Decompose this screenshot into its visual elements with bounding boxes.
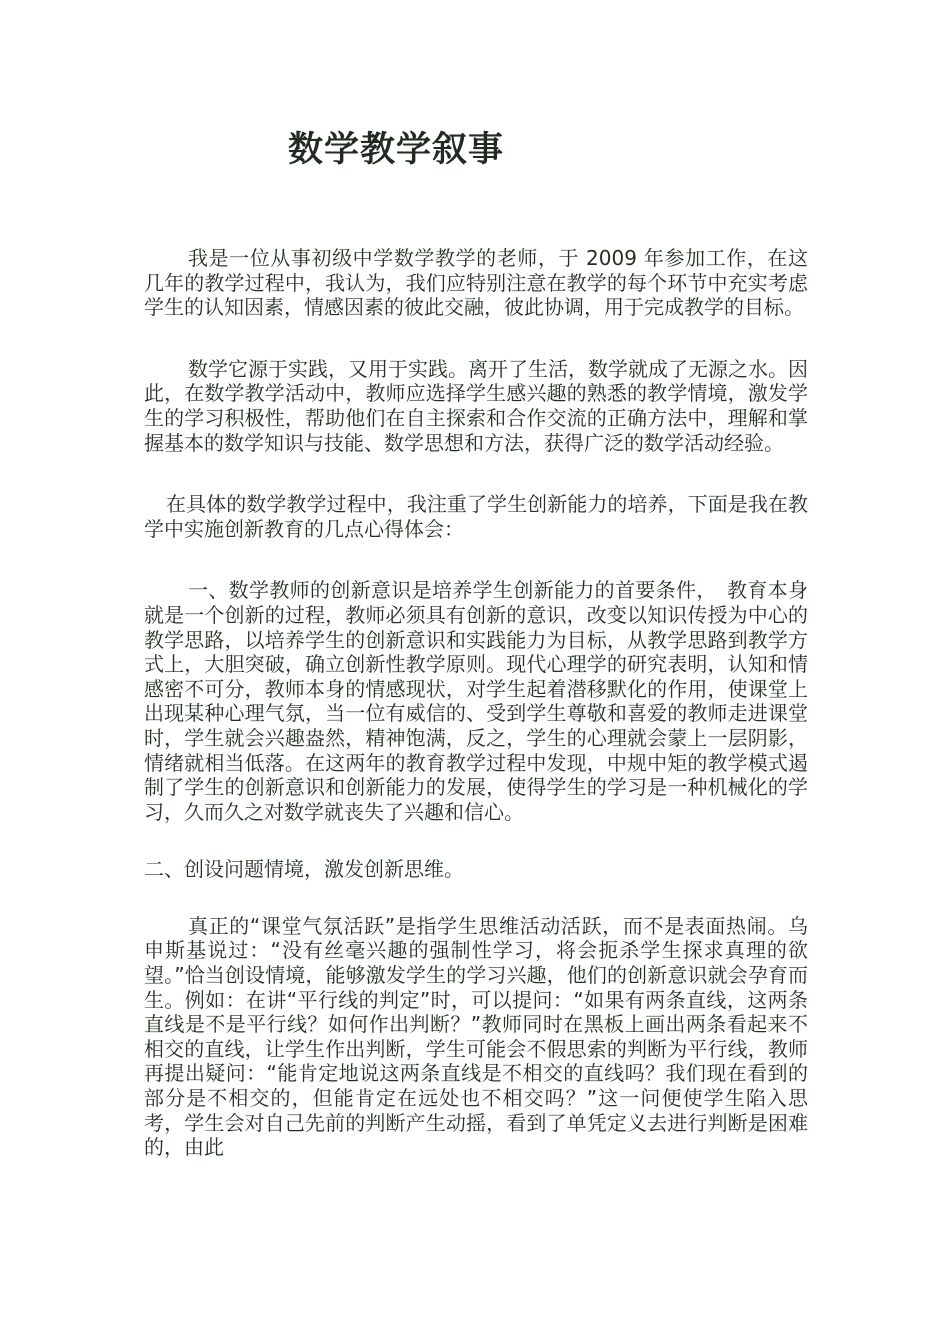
document-body — [144, 246, 808, 1160]
section-heading-two: 二、创设问题情境，激发创新思维。 — [144, 857, 464, 882]
paragraph-experience-intro: 在具体的数学教学过程中，我注重了学生创新能力的培养，下面是我在教学中实施创新教育的几点心得体会： — [144, 492, 808, 541]
document-title: 数学教学叙事 — [288, 130, 505, 170]
paragraph-intro: 我是一位从事初级中学数学教学的老师，于 2009 年参加工作，在这几年的教学过程中，我认为，我们应特别注意在教学的每个环节中充实考虑学生的认知因素，情感因素的彼此交融，彼此协调，用于完成教学的目标。 — [144, 246, 808, 320]
paragraph-point-one: 一、数学教师的创新意识是培养学生创新能力的首要条件， 教育本身就是一个创新的过程，教师必须具有创新的意识，改变以知识传授为中心的教学思路，以培养学生的创新意识和实践能力为目标，从教学思路到教学方式上，大胆突破，确立创新性教学原则。现代心理学的研究表明，认知和情感密不可分，教师本身的情感现状，对学生起着潜移默化的作用，使课堂上出现某种心理气氛，当一位有威信的、受到学生尊敬和喜爱的教师走进课堂时，学生就会兴趣盎然，精神饱满，反之，学生的心理就会蒙上一层阴影，情绪就相当低落。在这两年的教育教学过程中发现，中规中矩的教学模式遏制了学生的创新意识和创新能力的发展，使得学生的学习是一种机械化的学习，久而久之对数学就丧失了兴趣和信心。 — [144, 578, 808, 824]
paragraph-point-two: 真正的“课堂气氛活跃”是指学生思维活动活跃，而不是表面热闹。乌申斯基说过：“没有丝毫兴趣的强制性学习，将会扼杀学生探求真理的欲望。”恰当创设情境，能够激发学生的学习兴趣，他们的创新意识就会孕育而生。例如：在讲“平行线的判定”时，可以提问：“如果有两条直线，这两条直线是不是平行线？如何作出判断？”教师同时在黑板上画出两条看起来不相交的直线，让学生作出判断，学生可能会不假思索的判断为平行线，教师再提出疑问：“能肯定地说这两条直线是不相交的直线吗？我们现在看到的部分是不相交的，但能肯定在远处也不相交吗？”这一问便使学生陷入思考，学生会对自己先前的判断产生动摇，看到了单凭定义去进行判断是困难的，由此 — [144, 913, 808, 1160]
paragraph-practice: 数学它源于实践，又用于实践。离开了生活，数学就成了无源之水。因此，在数学教学活动中，教师应选择学生感兴趣的熟悉的教学情境，激发学生的学习积极性，帮助他们在自主探索和合作交流的正确方法中，理解和掌握基本的数学知识与技能、数学思想和方法，获得广泛的数学活动经验。 — [144, 356, 808, 455]
